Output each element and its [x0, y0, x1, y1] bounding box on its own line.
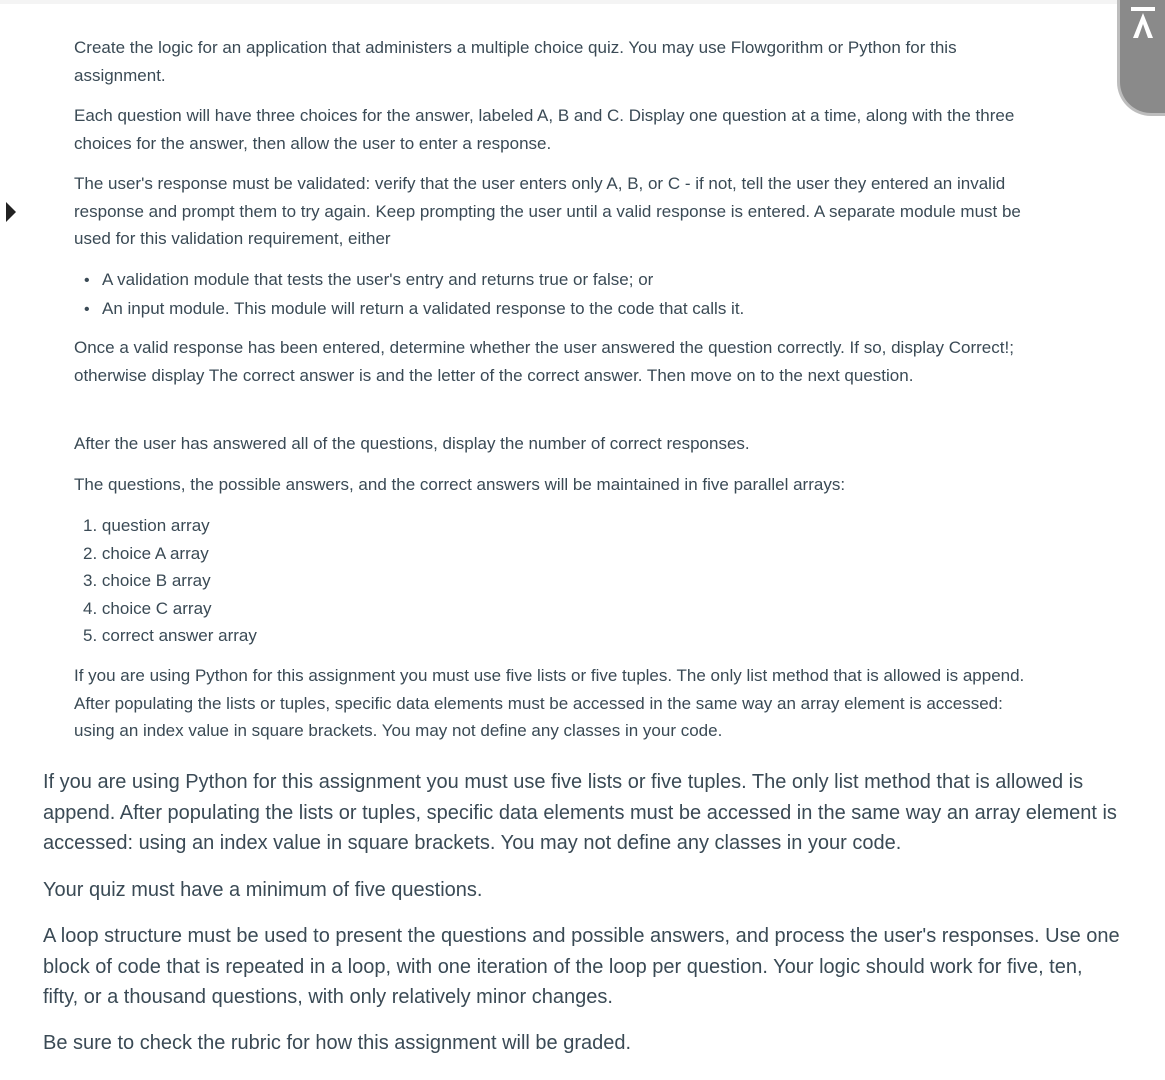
instruction-paragraph-1	[74, 34, 1034, 89]
zoomed-paragraph-2	[43, 875, 1123, 906]
list-item-text: choice A array	[101, 543, 209, 563]
zoomed-text: A loop structure must be used to present the questions and possible answers, and process the user's responses. Use one block of code that is repeated in a loop, with one iteration of the loop per question. Your logic should work for five, ten, fifty, or a thousand questions, with only relatively minor changes.	[43, 925, 1120, 1008]
zoomed-text: If you are using Python for this assignment you must use five lists or five tuples. The only list method that is allowed is append. After populating the lists or tuples, specific data elements must be accessed in the same way an array element is accessed: using an index value in square brackets. You may not define any classes in your code.	[43, 771, 1117, 854]
scroll-to-top-icon	[1128, 4, 1158, 40]
scroll-to-top-button[interactable]	[1117, 0, 1165, 116]
instruction-text: The questions, the possible answers, and the correct answers will be maintained in five parallel arrays:	[74, 475, 846, 494]
caret-right-icon[interactable]	[6, 202, 16, 222]
list-item-text: question array	[101, 516, 210, 535]
instruction-paragraph-3	[74, 170, 1034, 253]
list-item-number: 1.	[83, 516, 98, 535]
parallel-arrays-list	[83, 512, 1043, 650]
zoomed-paragraph-4	[43, 1028, 1123, 1059]
list-item-number: 2.	[83, 543, 98, 563]
list-item	[83, 512, 1043, 540]
list-item-text: A validation module that tests the user's entry and returns true or false; or	[102, 270, 654, 289]
module-options-list	[84, 266, 1044, 323]
bullet-icon: •	[84, 272, 90, 289]
list-item	[84, 295, 1044, 324]
list-item	[83, 622, 1043, 650]
bullet-icon: •	[84, 300, 90, 318]
zoomed-paragraph-1	[43, 767, 1123, 859]
zoomed-paragraph-3	[43, 921, 1123, 1013]
instruction-text: After the user has answered all of the questions, display the number of correct responses.	[74, 434, 750, 453]
instruction-text: Create the logic for an application that administers a multiple choice quiz. You may use Flowgorithm or Python for this assignment.	[74, 38, 957, 85]
list-item-number: 3.	[83, 571, 98, 590]
instruction-paragraph-7	[74, 662, 1034, 745]
list-item	[83, 567, 1043, 595]
instruction-paragraph-4	[74, 334, 1034, 389]
instruction-paragraph-5	[74, 430, 1034, 458]
list-item-number: 5.	[83, 626, 98, 645]
list-item-text: choice C array	[101, 598, 212, 618]
list-item-text: correct answer array	[101, 626, 257, 645]
list-item-text: choice B array	[101, 571, 211, 590]
list-item	[83, 595, 1043, 623]
instruction-paragraph-2	[74, 102, 1034, 157]
list-item	[84, 266, 1044, 295]
top-strip	[0, 0, 1117, 4]
instruction-text: The user's response must be validated: verify that the user enters only A, B, or C - if not, tell the user they entered an invalid response and prompt them to try again. Keep prompting the user until a valid response is entered. A separate module must be used for this validation requirement, either	[74, 174, 1021, 248]
zoomed-text: Be sure to check the rubric for how this assignment will be graded.	[43, 1032, 632, 1054]
list-item	[83, 540, 1043, 568]
list-item-number: 4.	[83, 598, 98, 618]
instruction-text: Each question will have three choices for the answer, labeled A, B and C. Display one question at a time, along with the three choices for the answer, then allow the user to enter a response.	[74, 106, 1015, 153]
instruction-text: If you are using Python for this assignment you must use five lists or five tuples. The only list method that is allowed is append. After populating the lists or tuples, specific data elements must be accessed in the same way an array element is accessed: using an index value in square brackets. You may not define any classes in your code.	[74, 666, 1025, 740]
instruction-text: Once a valid response has been entered, determine whether the user answered the question correctly. If so, display Correct!; otherwise display The correct answer is and the letter of the correct answer. Then move on to the next question.	[74, 338, 1014, 385]
zoomed-text: Your quiz must have a minimum of five questions.	[43, 879, 483, 901]
instruction-paragraph-6	[74, 471, 1034, 499]
list-item-text: An input module. This module will return a validated response to the code that calls it.	[102, 298, 745, 318]
